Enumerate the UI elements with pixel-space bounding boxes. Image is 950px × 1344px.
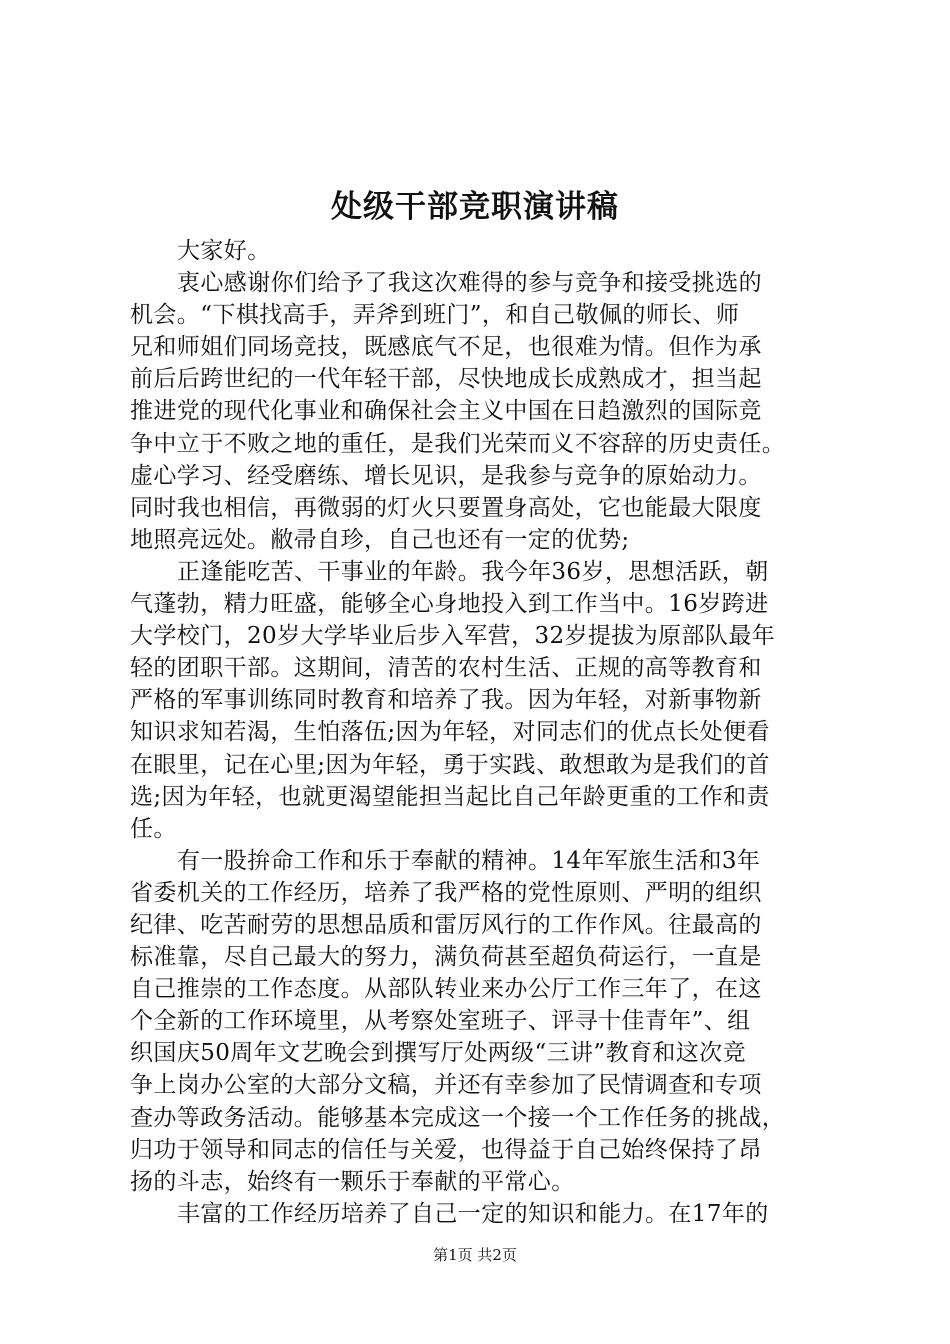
text-line: 气蓬勃，精力旺盛，能够全心身地投入到工作当中。16岁跨进: [130, 591, 769, 618]
text-line: 标准靠，尽自己最大的努力，满负荷甚至超负荷运行，一直是: [130, 944, 762, 971]
text-line: 省委机关的工作经历，培养了我严格的党性原则、严明的组织: [130, 879, 762, 906]
text-line: 推进党的现代化事业和确保社会主义中国在日趋激烈的国际竞: [130, 398, 762, 425]
text-line: 在眼里，记在心里;因为年轻，勇于实践、敢想敢为是我们的首: [130, 751, 770, 778]
text-line: 正逢能吃苦、干事业的年龄。我今年36岁，思想活跃，朝: [177, 558, 769, 585]
text-line: 虚心学习、经受磨练、增长见识，是我参与竞争的原始动力。: [130, 462, 762, 489]
text-line: 丰富的工作经历培养了自己一定的知识和能力。在17年的: [177, 1200, 769, 1227]
text-line: 同时我也相信，再微弱的灯火只要置身高处，它也能最大限度: [130, 494, 762, 521]
text-line: 个全新的工作环境里，从考察处室班子、评寻十佳青年”、组: [130, 1008, 751, 1035]
text-line: 大学校门，20岁大学毕业后步入军营，32岁提拔为原部队最年: [130, 623, 776, 650]
text-line: 地照亮远处。敝帚自珍，自己也还有一定的优势;: [130, 526, 630, 553]
text-line: 大家好。: [177, 238, 271, 264]
text-line: 织国庆50周年文艺晚会到撰写厅处两级“三讲”教育和这次竞: [130, 1040, 746, 1067]
text-line: 归功于领导和同志的信任与关爱，也得益于自己始终保持了昂: [130, 1136, 762, 1163]
text-line: 前后后跨世纪的一代年轻干部，尽快地成长成熟成才，担当起: [130, 366, 762, 393]
text-line: 查办等政务活动。能够基本完成这一个接一个工作任务的挑战，: [130, 1104, 786, 1131]
text-line: 争上岗办公室的大部分文稿，并还有幸参加了民情调查和专项: [130, 1072, 762, 1099]
text-line: 衷心感谢你们给予了我这次难得的参与竞争和接受挑选的: [177, 270, 762, 297]
text-line: 机会。“下棋找高手，弄斧到班门”，和自己敬佩的师长、师: [130, 302, 740, 329]
text-line: 轻的团职干部。这期间，清苦的农村生活、正规的高等教育和: [130, 655, 762, 682]
text-line: 纪律、吃苦耐劳的思想品质和雷厉风行的工作作风。往最高的: [130, 911, 762, 938]
text-line: 严格的军事训练同时教育和培养了我。因为年轻，对新事物新: [130, 687, 762, 714]
page-footer: 第1页 共2页: [433, 1246, 517, 1264]
text-line: 扬的斗志，始终有一颗乐于奉献的平常心。: [130, 1168, 575, 1195]
text-line: 争中立于不败之地的重任，是我们光荣而义不容辞的历史责任。: [130, 430, 786, 457]
text-line: 知识求知若渴，生怕落伍;因为年轻，对同志们的优点长处便看: [130, 719, 770, 746]
document-body: [130, 235, 830, 1230]
text-line: 任。: [130, 815, 177, 842]
text-line: 自己推崇的工作态度。从部队转业来办公厅工作三年了，在这: [130, 976, 762, 1003]
text-line: 有一股拚命工作和乐于奉献的精神。14年军旅生活和3年: [177, 847, 761, 874]
page-title: 处级干部竞职演讲稿: [331, 189, 619, 225]
text-line: 选;因为年轻，也就更渴望能担当起比自己年龄更重的工作和责: [130, 783, 770, 810]
text-line: 兄和师姐们同场竞技，既感底气不足，也很难为情。但作为承: [130, 334, 762, 361]
